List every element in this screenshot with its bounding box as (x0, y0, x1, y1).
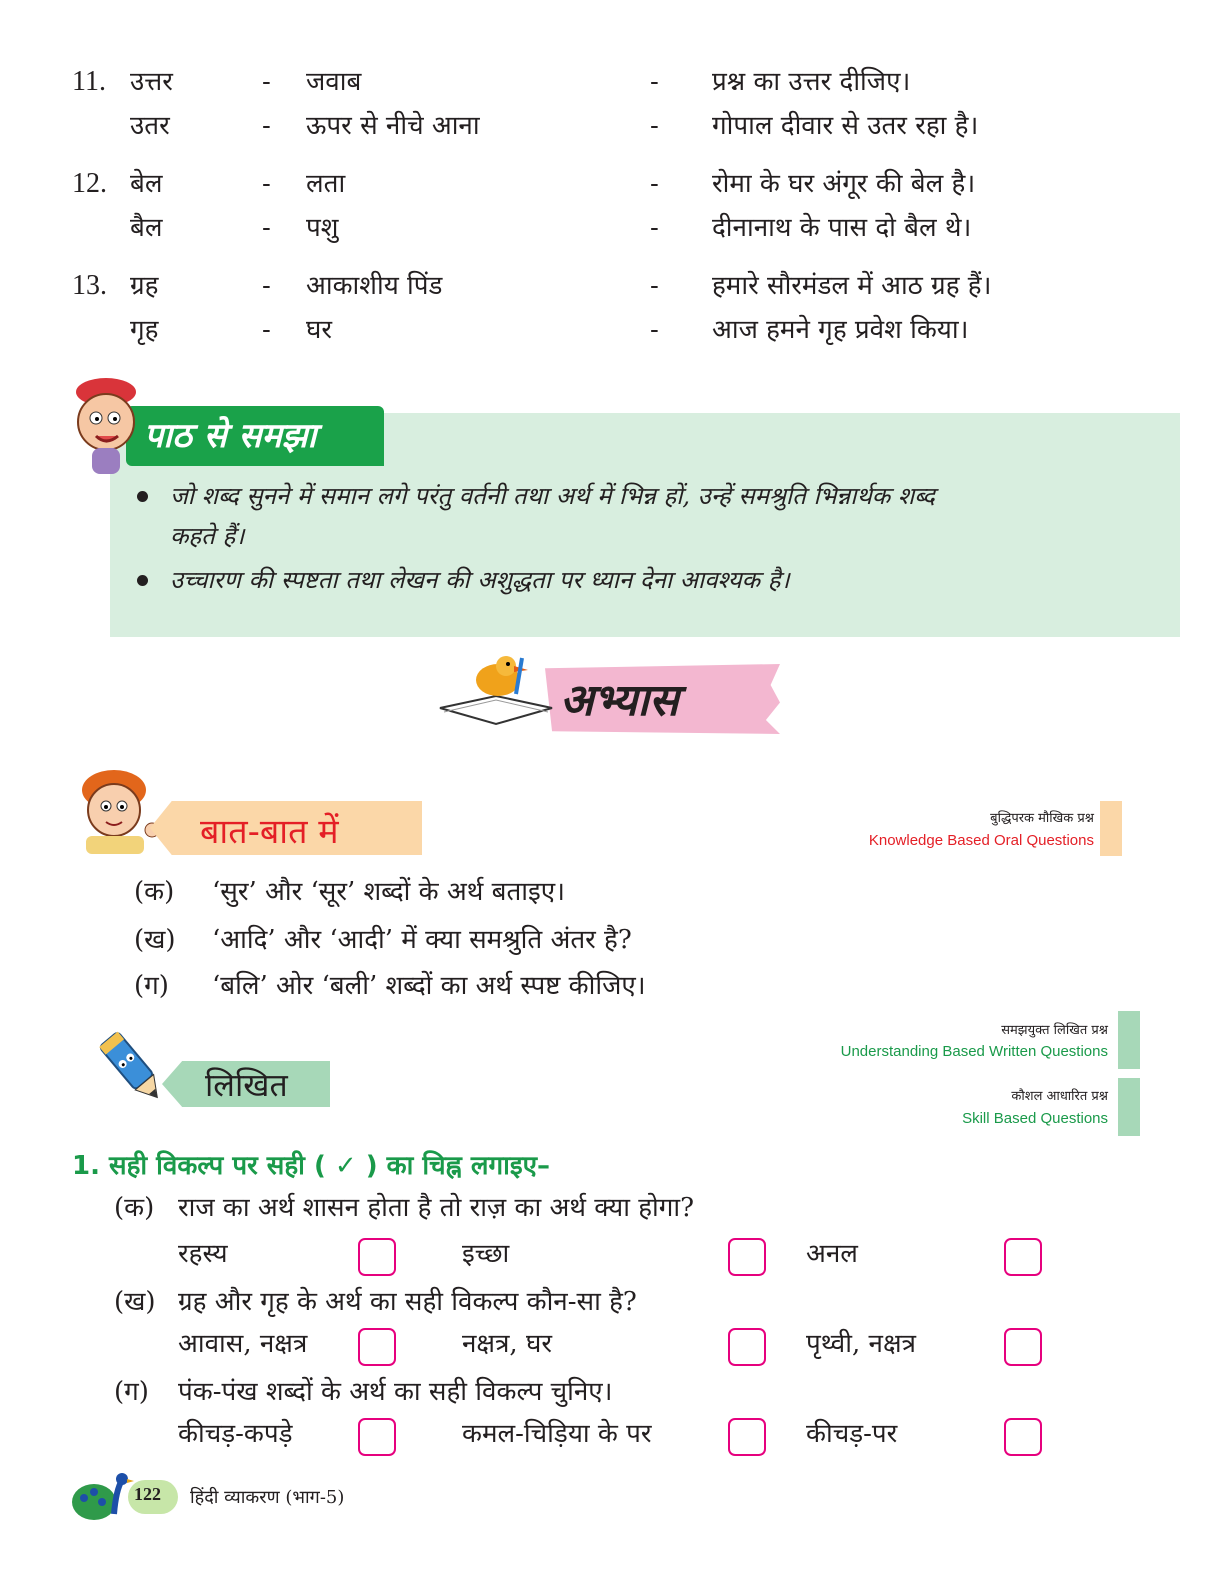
dash: - (262, 315, 271, 345)
oral-questions-title: बात-बात में (200, 812, 339, 852)
option-label: पृथ्वी, नक्षत्र (806, 1329, 916, 1359)
option-label: कीचड़-पर (806, 1419, 898, 1449)
written-tag2-hindi: कौशल आधारित प्रश्न (1011, 1089, 1108, 1104)
word: गृह (130, 315, 159, 345)
dash: - (262, 271, 271, 301)
item-number: 13. (72, 270, 107, 301)
word: ग्रह (130, 271, 159, 301)
peacock-icon (72, 1470, 136, 1522)
oral-question: ‘बलि’ ओर ‘बली’ शब्दों का अर्थ स्पष्ट कीजिए। (212, 971, 646, 1001)
example-sentence: हमारे सौरमंडल में आठ ग्रह हैं। (712, 271, 992, 301)
question-1-heading: 1. सही विकल्प पर सही ( ✓ ) का चिह्न लगाइए– (72, 1151, 551, 1181)
oral-question: ‘आदि’ और ‘आदी’ में क्या समश्रुति अंतर है? (212, 925, 632, 955)
written-tag1-english: Understanding Based Written Questions (840, 1043, 1108, 1060)
exercise-title: अभ्यास (560, 675, 679, 726)
summary-title: पाठ से समझा (126, 406, 384, 466)
option-label: इच्छा (462, 1239, 510, 1269)
word: बैल (130, 213, 163, 243)
option-label: रहस्य (178, 1239, 228, 1269)
meaning: घर (306, 315, 333, 345)
question-label: (ख) (134, 925, 176, 955)
example-sentence: प्रश्न का उत्तर दीजिए। (712, 67, 911, 97)
dash: - (650, 111, 659, 141)
question-label: (ग) (134, 971, 169, 1001)
meaning: लता (306, 169, 346, 199)
option-checkbox[interactable] (728, 1328, 766, 1366)
option-label: कीचड़-कपड़े (178, 1419, 293, 1449)
meaning: आकाशीय पिंड (306, 271, 443, 301)
pencil-mascot-icon (96, 1026, 170, 1108)
page-number: 122 (134, 1484, 161, 1504)
option-checkbox[interactable] (728, 1238, 766, 1276)
dash: - (262, 213, 271, 243)
option-checkbox[interactable] (358, 1238, 396, 1276)
written-tag2-bar (1118, 1078, 1140, 1136)
word: बेल (130, 169, 163, 199)
option-checkbox[interactable] (728, 1418, 766, 1456)
boy-waving-icon (72, 768, 164, 854)
example-sentence: आज हमने गृह प्रवेश किया। (712, 315, 969, 345)
oral-tag-english: Knowledge Based Oral Questions (868, 832, 1094, 849)
summary-point: उच्चारण की स्पष्टता तथा लेखन की अशुद्धता पर ध्यान देना आवश्यक है। (170, 566, 790, 594)
example-sentence: रोमा के घर अंगूर की बेल है। (712, 169, 976, 199)
oral-question: ‘सुर’ और ‘सूर’ शब्दों के अर्थ बताइए। (212, 877, 566, 907)
oral-tag-bar (1100, 801, 1122, 856)
dash: - (650, 67, 659, 97)
question-label: (ग) (114, 1377, 149, 1407)
bird-reading-icon (436, 650, 556, 730)
bullet (137, 491, 148, 502)
option-checkbox[interactable] (1004, 1238, 1042, 1276)
option-label: अनल (806, 1239, 858, 1269)
dash: - (262, 67, 271, 97)
written-tag1-hindi: समझयुक्त लिखित प्रश्न (1001, 1023, 1108, 1038)
mcq-question: राज का अर्थ शासन होता है तो राज़ का अर्थ क्या होगा? (178, 1193, 695, 1223)
question-label: (क) (134, 877, 175, 907)
boy-mascot-icon (66, 378, 146, 478)
example-sentence: गोपाल दीवार से उतर रहा है। (712, 111, 979, 141)
dash: - (650, 213, 659, 243)
book-title: हिंदी व्याकरण (भाग-5) (190, 1487, 345, 1508)
option-label: नक्षत्र, घर (462, 1329, 552, 1359)
dash: - (650, 271, 659, 301)
question-label: (ख) (114, 1287, 156, 1317)
meaning: पशु (306, 213, 339, 243)
summary-point: कहते हैं। (170, 522, 245, 550)
dash: - (650, 169, 659, 199)
oral-tag-hindi: बुद्धिपरक मौखिक प्रश्न (990, 811, 1094, 826)
dash: - (262, 169, 271, 199)
item-number: 11. (72, 66, 106, 97)
option-label: कमल-चिड़िया के पर (462, 1419, 652, 1449)
written-tag1-bar (1118, 1011, 1140, 1069)
option-checkbox[interactable] (1004, 1418, 1042, 1456)
option-checkbox[interactable] (1004, 1328, 1042, 1366)
word: उतर (130, 111, 170, 141)
mcq-question: पंक-पंख शब्दों के अर्थ का सही विकल्प चुनिए। (178, 1377, 613, 1407)
mcq-question: ग्रह और गृह के अर्थ का सही विकल्प कौन-सा है? (178, 1287, 637, 1317)
dash: - (650, 315, 659, 345)
written-questions-title: लिखित (205, 1066, 288, 1104)
dash: - (262, 111, 271, 141)
option-checkbox[interactable] (358, 1328, 396, 1366)
example-sentence: दीनानाथ के पास दो बैल थे। (712, 213, 972, 243)
summary-point: जो शब्द सुनने में समान लगे परंतु वर्तनी तथा अर्थ में भिन्न हों, उन्हें समश्रुति भिन्नार्थक शब्द (170, 482, 935, 510)
question-label: (क) (114, 1193, 155, 1223)
option-checkbox[interactable] (358, 1418, 396, 1456)
item-number: 12. (72, 168, 107, 199)
meaning: ऊपर से नीचे आना (306, 111, 480, 141)
meaning: जवाब (306, 67, 362, 97)
option-label: आवास, नक्षत्र (178, 1329, 308, 1359)
bullet (137, 575, 148, 586)
written-tag2-english: Skill Based Questions (962, 1110, 1108, 1127)
word: उत्तर (130, 67, 173, 97)
